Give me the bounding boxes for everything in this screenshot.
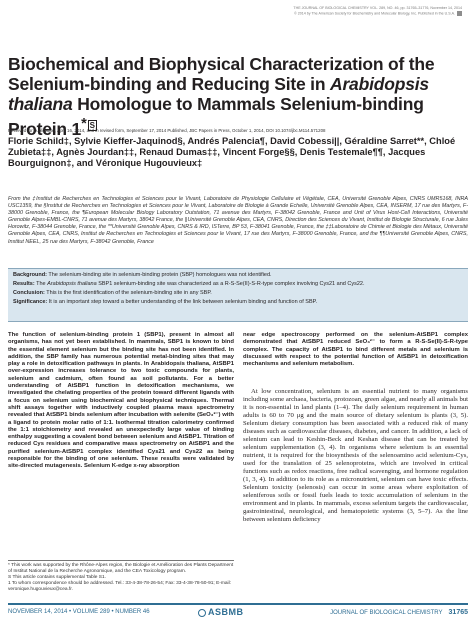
results-text-post: SBP1 selenium-binding site was characterized as a R-S-Se(II)-S-R-type complex involving Cys21 and Cys22.: [96, 280, 365, 287]
footnote-correspondence: 1 To whom correspondence should be addressed. Tel.: 33-4-38-78-26-54; Fax: 33-4-38-78-50-91; E-mail: veronique.hugouvieux@cea.fr.: [8, 581, 232, 593]
footer-journal-name: JOURNAL OF BIOLOGICAL CHEMISTRY: [330, 610, 443, 616]
journal-logo-icon: [457, 11, 462, 16]
significance-label: Significance:: [13, 298, 48, 305]
title-footnote-marker: *: [81, 116, 87, 132]
results-species: Arabidopsis thaliana: [47, 280, 97, 287]
background-text: The selenium-binding site in selenium-binding protein (SBP) homologues was not identified.: [46, 272, 272, 278]
introduction-paragraph: At low concentration, selenium is an essential nutrient to many organisms including some archaea, bacteria, protozoan, green algae, and nearly all animals but it is non-essential in land plants (1–4). The daily selenium requirement in human adults is 60 to 70 μg and the main source of dietary selenium is plants (3, 5). Selenium dietary consumption has been associated with a reduced risk of many diseases such as cardiovascular diseases, diabetes, and cancer. In addition, a lack of selenium can lead to Keshin-Beck and Keshan disease that can be treated by selenium supplementation (3, 4). In organisms where selenium is an essential nutrient, it is required for the biosynthesis of the selenoamino acid selenium-Cys, used for the translation of 25 selenoproteins, which are involved in critical functions such as redox reactions, free radical scavenging, and hormone regulation (1, 3, 4). In addition to its role as a micronutrient, selenium can have toxic effects. Selenium toxicity (selenosis) can occur in some areas where exploitation of seleniferous soils or fossil fuels leads to toxic accumulation of selenium in the environment and in plants. In mammals, excess selenium targets the cardiovascular, gastrointestinal, neurological, and hematopoietic systems (3, 5–7). As the line between selenium deficiency: [243, 388, 468, 523]
title-part2: Homologue to Mammals Selenium-binding Protein 1: [8, 94, 424, 139]
footer-journal: [330, 609, 468, 616]
received-dates: Received for publication, April 16, 2014, and in revised form, September 17, 2014 Published, JBC Papers in Press, October 1, 2014, DOI 10.1074/jbc.M114.571208: [8, 128, 326, 133]
footer-publisher-name: ASBMB: [208, 607, 244, 617]
conclusion-label: Conclusion:: [13, 289, 45, 296]
footnote-funding: * This work was supported by the Rhône-Alpes region, the Biologie et Amélioration des Plants Department of Institut National de la Recherche Agronomique, and the CEA Toxicology program.: [8, 563, 234, 575]
asbmb-logo-icon: [198, 609, 206, 617]
footer-publisher: [198, 607, 244, 617]
article-title: [8, 54, 468, 139]
footnote-supplemental: S This article contains supplemental Table S1.: [8, 575, 106, 581]
left-column: [8, 332, 234, 471]
background-label: Background:: [13, 272, 47, 278]
title-species: Arabidopsis thaliana: [8, 74, 429, 114]
conclusion-text: This is the first identification of the selenium-binding site in any SBP.: [44, 289, 212, 296]
abstract-significance: [13, 299, 463, 306]
footer-issue-info: NOVEMBER 14, 2014 • VOLUME 289 • NUMBER 46: [8, 609, 150, 615]
journal-header-line2-text: © 2014 by The American Society for Biochemistry and Molecular Biology, Inc. Published in the U.S.A.: [294, 11, 455, 16]
footnotes: [8, 560, 234, 593]
right-column: [243, 332, 468, 524]
significance-text: It is an important step toward a better understanding of the link between selenium binding and function of SBP.: [47, 298, 318, 305]
supplemental-icon: S: [89, 121, 95, 130]
page-footer: [8, 603, 468, 617]
results-text-pre: The: [34, 280, 48, 287]
abstract-lead-paragraph: The function of selenium-binding protein 1 (SBP1), present in almost all organisms, has not yet been established. In mammals, SBP1 is known to bind the essential element selenium but the binding site has not been identified. In addition, the SBP family has numerous potential metal-binding sites that may play a role in detoxification pathways in plants. In Arabidopsis thaliana, AtSBP1 over-expression increases tolerance to two toxic compounds for plants, selenium and cadmium, often found as soil pollutants. For a better understanding of AtSBP1 function in detoxification mechanisms, we investigated the chelating properties of the protein toward different ligands with a focus on selenium using biochemical and biophysical techniques. Thermal shift assays together with inductively coupled plasma mass spectrometry revealed that AtSBP1 binds selenium after incubation with selenite (SeO₃²⁻) with a ligand to protein molar ratio of 1:1. Isothermal titration calorimetry confirmed the 1:1 stoichiometry and revealed an unexpectedly large value of binding enthalpy suggesting a covalent bond between selenium and AtSBP1. Titration of reduced Cys residues and comparative mass spectrometry on AtSBP1 and the purified selenium-AtSBP1 complex identified Cys21 and Cys22 as being responsible for the binding of one selenium. These results were validated by site-directed mutagenesis. Selenium K-edge x-ray absorption: [8, 332, 234, 470]
journal-header-line1: THE JOURNAL OF BIOLOGICAL CHEMISTRY VOL. 289, NO. 46, pp. 31765–31776, November 14, 2014: [293, 6, 462, 10]
journal-header-line2: [162, 11, 462, 16]
page-number: 31765: [448, 609, 468, 616]
journal-header: [162, 6, 462, 16]
abstract-background: [13, 272, 463, 279]
abstract-results: [13, 281, 463, 288]
abstract-conclusion: [13, 290, 463, 297]
title-part1: Biochemical and Biophysical Characterization of the Selenium-binding and Reducing Site in: [8, 54, 435, 94]
affiliations: From the ‡Institut de Recherches en Technologies et Sciences pour le Vivant, Laboratoire de Physiologie Cellulaire et Végétale, CEA, Université Grenoble Alpes, CNRS UMR5168, INRA USC1359, the §Institut de Recherches en Technologies et Sciences pour le Vivant, Laboratoire de Biologie à Grande Echelle, Université Grenoble Alpes, CEA, INSERM, 17 rue des Martyrs, F-38000 Grenoble, France, the ¶European Molecular Biology Laboratory Outstation, 71 avenue des Martyrs, F-38042 Grenoble, France and Unit of Virus Host-Cell Interactions, Université Grenoble Alpes-EMBL-CNRS, 71 avenue des Martyrs, 38042 France, the ||Université Grenoble Alpes, CEA, CNRS, Direction des Sciences du Vivant, Institut de Biologie Structurale, 6 rue Jules Horowitz, F-38044 Grenoble, France, the **Université Grenoble Alpes, CNRS & IRD, ISTerre, BP 53, F-38041 Grenoble, France, the ‡‡Laboratoire de Chimie et Biologie des Métaux, Université Grenoble Alpes, CEA, CNRS, Institut de Recherches en Technologies et Sciences pour le Vivant, 17 rue des Martyrs, F-38000 Grenoble, France, and the ¶¶Université Grenoble Alpes, CNRS, Institut NEEL, 25 rue des Martyrs, F-38042 Grenoble, France: [8, 196, 468, 245]
structured-abstract: [8, 268, 468, 322]
results-label: Results:: [13, 280, 35, 287]
author-list: Florie Schild‡, Sylvie Kieffer-Jaquinod§, Andrés Palencia¶, David Cobessi||, Géraldine Sarret**, Chloé Zubieta‡‡, Agnès Jourdan‡‡, Renaud Dumas‡‡, Vincent Forge§§, Denis Testemale¶¶, Jacques Bourguignon‡, and Véronique Hugouvieux‡: [8, 136, 456, 169]
abstract-lead-continuation: near edge spectroscopy performed on the selenium-AtSBP1 complex demonstrated that AtSBP1 reduced SeO₃²⁻ to form a R-S-Se(II)-S-R-type complex. The capacity of AtSBP1 to bind different metals and selenium is discussed with respect to the potential function of AtSBP1 in detoxification mechanisms and selenium metabolism.: [243, 332, 468, 368]
